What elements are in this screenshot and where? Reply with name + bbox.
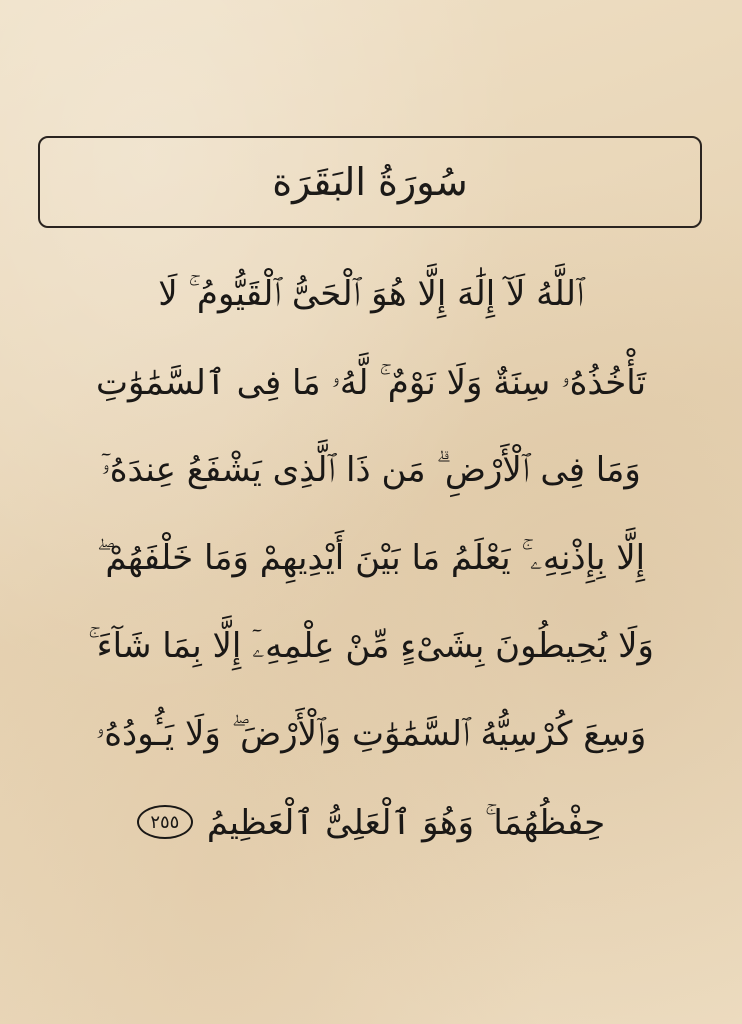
verse-line-7 <box>40 778 702 866</box>
verse-line-5: وَلَا يُحِيطُونَ بِشَىْءٍ مِّنْ عِلْمِهِۦٓ إِلَّا بِمَا شَآءَ ۚ <box>88 626 654 666</box>
verse-text <box>40 250 702 866</box>
surah-title: سُورَةُ البَقَرَة <box>272 160 468 204</box>
ayah-number-marker: ٢٥٥ <box>137 805 193 839</box>
surah-title-frame <box>38 136 702 228</box>
verse-line-3: وَمَا فِى ٱلْأَرْضِ ۗ مَن ذَا ٱلَّذِى يَشْفَعُ عِندَهُۥٓ <box>101 450 641 490</box>
verse-line-6: وَسِعَ كُرْسِيُّهُ ٱلسَّمَٰوَٰتِ وَٱلْأَرْضَ ۖ وَلَا يَـُٔودُهُۥ <box>95 714 647 754</box>
verse-line-4: إِلَّا بِإِذْنِهِۦ ۚ يَعْلَمُ مَا بَيْنَ أَيْدِيهِمْ وَمَا خَلْفَهُمْ ۖ <box>96 538 646 578</box>
verse-line-1: ٱللَّهُ لَآ إِلَٰهَ إِلَّا هُوَ ٱلْحَىُّ ٱلْقَيُّومُ ۚ لَا <box>158 274 584 314</box>
verse-line-2: تَأْخُذُهُۥ سِنَةٌ وَلَا نَوْمٌ ۚ لَّهُۥ مَا فِى ٱلسَّمَٰوَٰتِ <box>95 362 647 403</box>
verse-line-7-text: حِفْظُهُمَا ۚ وَهُوَ ٱلْعَلِىُّ ٱلْعَظِيمُ <box>206 802 606 843</box>
